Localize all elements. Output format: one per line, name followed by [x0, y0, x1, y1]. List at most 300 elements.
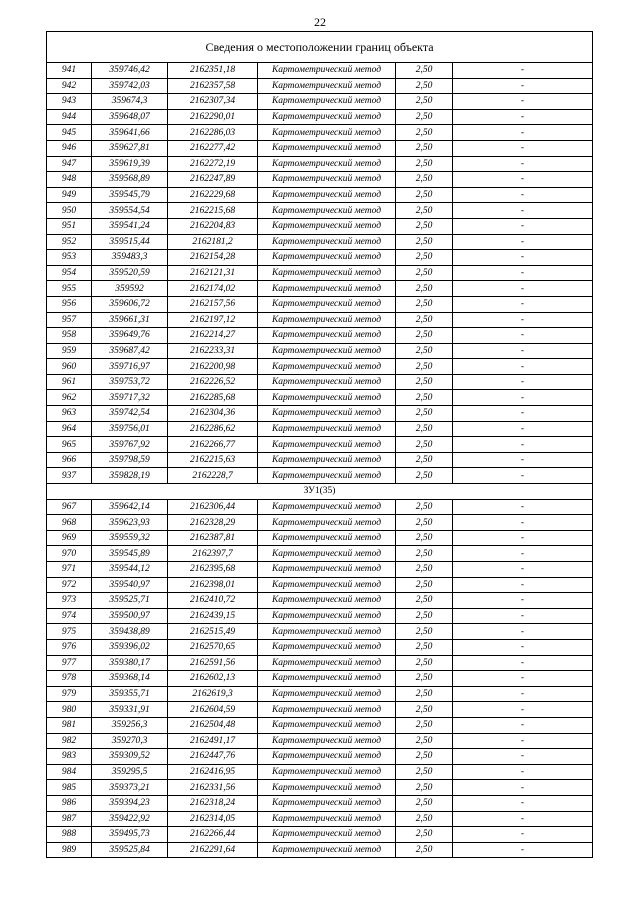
- y-coordinate-cell: 2162357,58: [168, 78, 258, 94]
- y-coordinate-cell: 2162272,19: [168, 156, 258, 172]
- accuracy-cell: 2,50: [396, 359, 453, 375]
- table-row: [47, 468, 593, 484]
- description-cell: -: [453, 296, 593, 312]
- method-cell: Картометрический метод: [258, 733, 396, 749]
- table-row: [47, 281, 593, 297]
- x-coordinate-cell: 359368,14: [92, 671, 168, 687]
- accuracy-cell: 2,50: [396, 842, 453, 858]
- point-number-cell: 956: [47, 296, 92, 312]
- y-coordinate-cell: 2162331,56: [168, 780, 258, 796]
- accuracy-cell: 2,50: [396, 63, 453, 79]
- accuracy-cell: 2,50: [396, 639, 453, 655]
- method-cell: Картометрический метод: [258, 296, 396, 312]
- y-coordinate-cell: 2162215,68: [168, 203, 258, 219]
- description-cell: -: [453, 437, 593, 453]
- method-cell: Картометрический метод: [258, 795, 396, 811]
- table-row: [47, 78, 593, 94]
- table-row: [47, 499, 593, 515]
- y-coordinate-cell: 2162304,36: [168, 406, 258, 422]
- description-cell: -: [453, 406, 593, 422]
- x-coordinate-cell: 359828,19: [92, 468, 168, 484]
- description-cell: -: [453, 312, 593, 328]
- accuracy-cell: 2,50: [396, 250, 453, 266]
- table-row: [47, 827, 593, 843]
- table-row: [47, 172, 593, 188]
- point-number-cell: 978: [47, 671, 92, 687]
- method-cell: Картометрический метод: [258, 562, 396, 578]
- accuracy-cell: 2,50: [396, 437, 453, 453]
- method-cell: Картометрический метод: [258, 624, 396, 640]
- y-coordinate-cell: 2162397,7: [168, 546, 258, 562]
- description-cell: -: [453, 764, 593, 780]
- point-number-cell: 969: [47, 530, 92, 546]
- point-number-cell: 975: [47, 624, 92, 640]
- description-cell: -: [453, 530, 593, 546]
- method-cell: Картометрический метод: [258, 515, 396, 531]
- x-coordinate-cell: 359525,71: [92, 593, 168, 609]
- accuracy-cell: 2,50: [396, 546, 453, 562]
- accuracy-cell: 2,50: [396, 468, 453, 484]
- x-coordinate-cell: 359373,21: [92, 780, 168, 796]
- point-number-cell: 988: [47, 827, 92, 843]
- accuracy-cell: 2,50: [396, 530, 453, 546]
- accuracy-cell: 2,50: [396, 811, 453, 827]
- description-cell: -: [453, 187, 593, 203]
- point-number-cell: 977: [47, 655, 92, 671]
- description-cell: -: [453, 780, 593, 796]
- y-coordinate-cell: 2162277,42: [168, 140, 258, 156]
- point-number-cell: 942: [47, 78, 92, 94]
- table-row: [47, 639, 593, 655]
- table-row: [47, 515, 593, 531]
- point-number-cell: 970: [47, 546, 92, 562]
- accuracy-cell: 2,50: [396, 172, 453, 188]
- y-coordinate-cell: 2162286,03: [168, 125, 258, 141]
- y-coordinate-cell: 2162285,68: [168, 390, 258, 406]
- accuracy-cell: 2,50: [396, 702, 453, 718]
- x-coordinate-cell: 359717,32: [92, 390, 168, 406]
- point-number-cell: 951: [47, 218, 92, 234]
- point-number-cell: 953: [47, 250, 92, 266]
- y-coordinate-cell: 2162318,24: [168, 795, 258, 811]
- y-coordinate-cell: 2162439,15: [168, 608, 258, 624]
- table-row: [47, 218, 593, 234]
- method-cell: Картометрический метод: [258, 374, 396, 390]
- y-coordinate-cell: 2162215,63: [168, 452, 258, 468]
- description-cell: -: [453, 842, 593, 858]
- point-number-cell: 945: [47, 125, 92, 141]
- method-cell: Картометрический метод: [258, 172, 396, 188]
- y-coordinate-cell: 2162604,59: [168, 702, 258, 718]
- table-row: [47, 156, 593, 172]
- description-cell: -: [453, 499, 593, 515]
- description-cell: -: [453, 811, 593, 827]
- method-cell: Картометрический метод: [258, 218, 396, 234]
- point-number-cell: 952: [47, 234, 92, 250]
- section-label: ЗУ1(35): [47, 484, 593, 500]
- y-coordinate-cell: 2162328,29: [168, 515, 258, 531]
- point-number-cell: 973: [47, 593, 92, 609]
- table-row: [47, 749, 593, 765]
- description-cell: -: [453, 125, 593, 141]
- description-cell: -: [453, 94, 593, 110]
- description-cell: -: [453, 218, 593, 234]
- x-coordinate-cell: 359623,93: [92, 515, 168, 531]
- method-cell: Картометрический метод: [258, 530, 396, 546]
- point-number-cell: 947: [47, 156, 92, 172]
- table-row: [47, 265, 593, 281]
- y-coordinate-cell: 2162154,28: [168, 250, 258, 266]
- point-number-cell: 941: [47, 63, 92, 79]
- method-cell: Картометрический метод: [258, 265, 396, 281]
- x-coordinate-cell: 359742,54: [92, 406, 168, 422]
- method-cell: Картометрический метод: [258, 749, 396, 765]
- description-cell: -: [453, 343, 593, 359]
- x-coordinate-cell: 359331,91: [92, 702, 168, 718]
- y-coordinate-cell: 2162307,34: [168, 94, 258, 110]
- description-cell: -: [453, 374, 593, 390]
- x-coordinate-cell: 359270,3: [92, 733, 168, 749]
- y-coordinate-cell: 2162266,77: [168, 437, 258, 453]
- point-number-cell: 958: [47, 328, 92, 344]
- method-cell: Картометрический метод: [258, 593, 396, 609]
- description-cell: -: [453, 250, 593, 266]
- accuracy-cell: 2,50: [396, 390, 453, 406]
- x-coordinate-cell: 359742,03: [92, 78, 168, 94]
- table-row: [47, 406, 593, 422]
- description-cell: -: [453, 265, 593, 281]
- description-cell: -: [453, 608, 593, 624]
- description-cell: -: [453, 624, 593, 640]
- x-coordinate-cell: 359396,02: [92, 639, 168, 655]
- method-cell: Картометрический метод: [258, 78, 396, 94]
- x-coordinate-cell: 359642,14: [92, 499, 168, 515]
- method-cell: Картометрический метод: [258, 359, 396, 375]
- x-coordinate-cell: 359798,59: [92, 452, 168, 468]
- point-number-cell: 989: [47, 842, 92, 858]
- table-row: [47, 94, 593, 110]
- x-coordinate-cell: 359309,52: [92, 749, 168, 765]
- point-number-cell: 967: [47, 499, 92, 515]
- description-cell: -: [453, 328, 593, 344]
- description-cell: -: [453, 452, 593, 468]
- table-row: [47, 546, 593, 562]
- table-row: [47, 359, 593, 375]
- method-cell: Картометрический метод: [258, 109, 396, 125]
- point-number-cell: 963: [47, 406, 92, 422]
- accuracy-cell: 2,50: [396, 328, 453, 344]
- x-coordinate-cell: 359627,81: [92, 140, 168, 156]
- accuracy-cell: 2,50: [396, 764, 453, 780]
- table-title: Сведения о местоположении границ объекта: [47, 32, 593, 63]
- description-cell: -: [453, 733, 593, 749]
- y-coordinate-cell: 2162387,81: [168, 530, 258, 546]
- y-coordinate-cell: 2162200,98: [168, 359, 258, 375]
- x-coordinate-cell: 359438,89: [92, 624, 168, 640]
- table-row: [47, 296, 593, 312]
- table-row: [47, 764, 593, 780]
- y-coordinate-cell: 2162314,05: [168, 811, 258, 827]
- y-coordinate-cell: 2162228,7: [168, 468, 258, 484]
- description-cell: -: [453, 109, 593, 125]
- table-row: [47, 250, 593, 266]
- x-coordinate-cell: 359687,42: [92, 343, 168, 359]
- x-coordinate-cell: 359756,01: [92, 421, 168, 437]
- x-coordinate-cell: 359422,92: [92, 811, 168, 827]
- method-cell: Картометрический метод: [258, 827, 396, 843]
- point-number-cell: 966: [47, 452, 92, 468]
- description-cell: -: [453, 686, 593, 702]
- accuracy-cell: 2,50: [396, 109, 453, 125]
- accuracy-cell: 2,50: [396, 218, 453, 234]
- x-coordinate-cell: 359515,44: [92, 234, 168, 250]
- table-row: [47, 390, 593, 406]
- method-cell: Картометрический метод: [258, 608, 396, 624]
- method-cell: Картометрический метод: [258, 577, 396, 593]
- accuracy-cell: 2,50: [396, 655, 453, 671]
- x-coordinate-cell: 359295,5: [92, 764, 168, 780]
- description-cell: -: [453, 562, 593, 578]
- point-number-cell: 983: [47, 749, 92, 765]
- x-coordinate-cell: 359641,66: [92, 125, 168, 141]
- x-coordinate-cell: 359520,59: [92, 265, 168, 281]
- method-cell: Картометрический метод: [258, 281, 396, 297]
- point-number-cell: 987: [47, 811, 92, 827]
- accuracy-cell: 2,50: [396, 749, 453, 765]
- table-row: [47, 203, 593, 219]
- description-cell: -: [453, 203, 593, 219]
- boundary-coordinates-table: [46, 31, 593, 858]
- y-coordinate-cell: 2162291,64: [168, 842, 258, 858]
- accuracy-cell: 2,50: [396, 624, 453, 640]
- x-coordinate-cell: 359544,12: [92, 562, 168, 578]
- point-number-cell: 960: [47, 359, 92, 375]
- point-number-cell: 937: [47, 468, 92, 484]
- accuracy-cell: 2,50: [396, 265, 453, 281]
- description-cell: -: [453, 717, 593, 733]
- table-row: [47, 63, 593, 79]
- accuracy-cell: 2,50: [396, 795, 453, 811]
- point-number-cell: 979: [47, 686, 92, 702]
- method-cell: Картометрический метод: [258, 63, 396, 79]
- description-cell: -: [453, 140, 593, 156]
- accuracy-cell: 2,50: [396, 125, 453, 141]
- description-cell: -: [453, 655, 593, 671]
- point-number-cell: 971: [47, 562, 92, 578]
- table-row: [47, 655, 593, 671]
- method-cell: Картометрический метод: [258, 94, 396, 110]
- method-cell: Картометрический метод: [258, 686, 396, 702]
- table-row: [47, 780, 593, 796]
- point-number-cell: 985: [47, 780, 92, 796]
- table-row: [47, 125, 593, 141]
- table-row: [47, 437, 593, 453]
- point-number-cell: 968: [47, 515, 92, 531]
- y-coordinate-cell: 2162416,95: [168, 764, 258, 780]
- point-number-cell: 954: [47, 265, 92, 281]
- accuracy-cell: 2,50: [396, 577, 453, 593]
- accuracy-cell: 2,50: [396, 140, 453, 156]
- description-cell: -: [453, 359, 593, 375]
- x-coordinate-cell: 359661,31: [92, 312, 168, 328]
- method-cell: Картометрический метод: [258, 717, 396, 733]
- x-coordinate-cell: 359256,3: [92, 717, 168, 733]
- method-cell: Картометрический метод: [258, 468, 396, 484]
- description-cell: -: [453, 577, 593, 593]
- point-number-cell: 982: [47, 733, 92, 749]
- point-number-cell: 943: [47, 94, 92, 110]
- point-number-cell: 965: [47, 437, 92, 453]
- description-cell: -: [453, 156, 593, 172]
- description-cell: -: [453, 468, 593, 484]
- point-number-cell: 959: [47, 343, 92, 359]
- x-coordinate-cell: 359355,71: [92, 686, 168, 702]
- table-row: [47, 109, 593, 125]
- method-cell: Картометрический метод: [258, 234, 396, 250]
- method-cell: Картометрический метод: [258, 437, 396, 453]
- method-cell: Картометрический метод: [258, 655, 396, 671]
- accuracy-cell: 2,50: [396, 827, 453, 843]
- accuracy-cell: 2,50: [396, 733, 453, 749]
- x-coordinate-cell: 359483,3: [92, 250, 168, 266]
- description-cell: -: [453, 390, 593, 406]
- table-row: [47, 811, 593, 827]
- point-number-cell: 944: [47, 109, 92, 125]
- accuracy-cell: 2,50: [396, 671, 453, 687]
- method-cell: Картометрический метод: [258, 499, 396, 515]
- table-row: [47, 717, 593, 733]
- table-row: [47, 733, 593, 749]
- accuracy-cell: 2,50: [396, 717, 453, 733]
- description-cell: -: [453, 749, 593, 765]
- accuracy-cell: 2,50: [396, 203, 453, 219]
- point-number-cell: 946: [47, 140, 92, 156]
- method-cell: Картометрический метод: [258, 250, 396, 266]
- description-cell: -: [453, 593, 593, 609]
- x-coordinate-cell: 359545,89: [92, 546, 168, 562]
- table-row: [47, 593, 593, 609]
- description-cell: -: [453, 795, 593, 811]
- y-coordinate-cell: 2162226,52: [168, 374, 258, 390]
- x-coordinate-cell: 359716,97: [92, 359, 168, 375]
- point-number-cell: 964: [47, 421, 92, 437]
- y-coordinate-cell: 2162197,12: [168, 312, 258, 328]
- point-number-cell: 961: [47, 374, 92, 390]
- x-coordinate-cell: 359559,32: [92, 530, 168, 546]
- accuracy-cell: 2,50: [396, 452, 453, 468]
- accuracy-cell: 2,50: [396, 686, 453, 702]
- y-coordinate-cell: 2162395,68: [168, 562, 258, 578]
- table-row: [47, 312, 593, 328]
- y-coordinate-cell: 2162491,17: [168, 733, 258, 749]
- y-coordinate-cell: 2162504,48: [168, 717, 258, 733]
- accuracy-cell: 2,50: [396, 156, 453, 172]
- method-cell: Картометрический метод: [258, 187, 396, 203]
- accuracy-cell: 2,50: [396, 562, 453, 578]
- y-coordinate-cell: 2162174,02: [168, 281, 258, 297]
- table-row: [47, 577, 593, 593]
- table-row: [47, 562, 593, 578]
- table-row: [47, 702, 593, 718]
- method-cell: Картометрический метод: [258, 140, 396, 156]
- method-cell: Картометрический метод: [258, 421, 396, 437]
- point-number-cell: 972: [47, 577, 92, 593]
- table-row: [47, 530, 593, 546]
- y-coordinate-cell: 2162410,72: [168, 593, 258, 609]
- accuracy-cell: 2,50: [396, 187, 453, 203]
- table-row: [47, 842, 593, 858]
- x-coordinate-cell: 359541,24: [92, 218, 168, 234]
- y-coordinate-cell: 2162233,31: [168, 343, 258, 359]
- y-coordinate-cell: 2162570,65: [168, 639, 258, 655]
- x-coordinate-cell: 359540,97: [92, 577, 168, 593]
- y-coordinate-cell: 2162121,31: [168, 265, 258, 281]
- y-coordinate-cell: 2162602,13: [168, 671, 258, 687]
- accuracy-cell: 2,50: [396, 406, 453, 422]
- method-cell: Картометрический метод: [258, 406, 396, 422]
- accuracy-cell: 2,50: [396, 343, 453, 359]
- accuracy-cell: 2,50: [396, 312, 453, 328]
- description-cell: -: [453, 702, 593, 718]
- y-coordinate-cell: 2162306,44: [168, 499, 258, 515]
- method-cell: Картометрический метод: [258, 671, 396, 687]
- method-cell: Картометрический метод: [258, 452, 396, 468]
- accuracy-cell: 2,50: [396, 78, 453, 94]
- x-coordinate-cell: 359568,89: [92, 172, 168, 188]
- y-coordinate-cell: 2162204,83: [168, 218, 258, 234]
- x-coordinate-cell: 359767,92: [92, 437, 168, 453]
- y-coordinate-cell: 2162619,3: [168, 686, 258, 702]
- point-number-cell: 955: [47, 281, 92, 297]
- accuracy-cell: 2,50: [396, 296, 453, 312]
- method-cell: Картометрический метод: [258, 203, 396, 219]
- y-coordinate-cell: 2162247,89: [168, 172, 258, 188]
- page-number: 22: [314, 15, 326, 29]
- point-number-cell: 950: [47, 203, 92, 219]
- table-row: [47, 686, 593, 702]
- method-cell: Картометрический метод: [258, 125, 396, 141]
- x-coordinate-cell: 359606,72: [92, 296, 168, 312]
- x-coordinate-cell: 359500,97: [92, 608, 168, 624]
- y-coordinate-cell: 2162447,76: [168, 749, 258, 765]
- y-coordinate-cell: 2162181,2: [168, 234, 258, 250]
- x-coordinate-cell: 359380,17: [92, 655, 168, 671]
- point-number-cell: 949: [47, 187, 92, 203]
- method-cell: Картометрический метод: [258, 328, 396, 344]
- description-cell: -: [453, 172, 593, 188]
- table-body: [47, 32, 593, 858]
- table-row: [47, 328, 593, 344]
- method-cell: Картометрический метод: [258, 764, 396, 780]
- x-coordinate-cell: 359674,3: [92, 94, 168, 110]
- description-cell: -: [453, 546, 593, 562]
- table-row: [47, 374, 593, 390]
- description-cell: -: [453, 421, 593, 437]
- accuracy-cell: 2,50: [396, 515, 453, 531]
- x-coordinate-cell: 359648,07: [92, 109, 168, 125]
- table-row: [47, 421, 593, 437]
- method-cell: Картометрический метод: [258, 312, 396, 328]
- x-coordinate-cell: 359394,23: [92, 795, 168, 811]
- point-number-cell: 957: [47, 312, 92, 328]
- method-cell: Картометрический метод: [258, 343, 396, 359]
- point-number-cell: 980: [47, 702, 92, 718]
- table-row: [47, 187, 593, 203]
- y-coordinate-cell: 2162157,56: [168, 296, 258, 312]
- method-cell: Картометрический метод: [258, 842, 396, 858]
- accuracy-cell: 2,50: [396, 499, 453, 515]
- description-cell: -: [453, 671, 593, 687]
